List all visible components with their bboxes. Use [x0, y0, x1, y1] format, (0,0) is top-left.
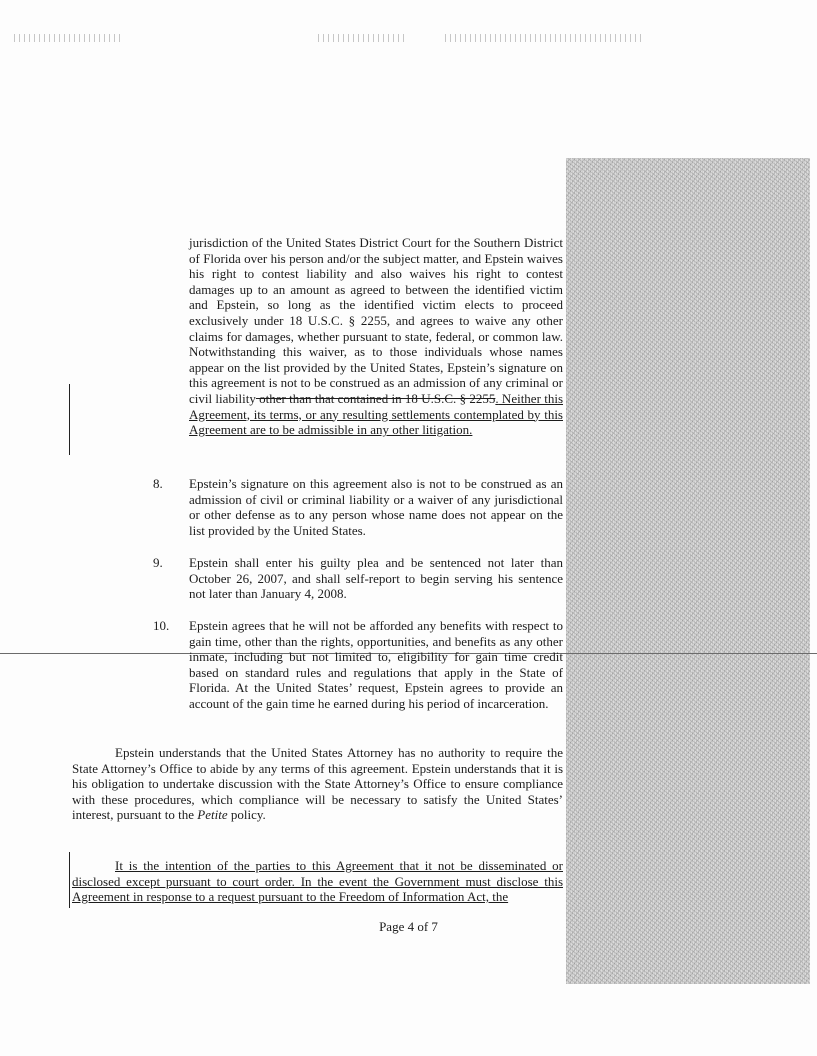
scan-artifact	[445, 34, 645, 42]
paragraph-state-attorney	[72, 745, 563, 823]
scan-noise-margin	[566, 158, 810, 984]
revision-bar	[69, 384, 70, 455]
revision-bar	[69, 852, 70, 908]
paragraph-state-end: policy.	[227, 807, 266, 823]
item-number: 9.	[153, 555, 163, 570]
paragraph-state-text: Epstein understands that the United States Attorney has no authority to require the State Attorney’s Office to abide by any terms of this agreement. Epstein understands that it is his obligation to undertake discussion with the State Attorney’s Office to ensure compliance with these procedures, which compliance will be necessary to satisfy the United States’ interest, pursuant to the	[72, 745, 563, 823]
scan-artifact	[14, 34, 124, 42]
item-text: Epstein agrees that he will not be afforded any benefits with respect to gain time, other than the rights, opportunities, and benefits as any other inmate, including but not limited to, eligibility for gain time credit based on standard rules and regulations that apply in the State of Florida. At the United States’ request, Epstein agrees to provide an account of the gain time he earned during his period of incarceration.	[189, 618, 563, 711]
paragraph-main-text: jurisdiction of the United States District Court for the Southern District of Florida over his person and/or the subject matter, and Epstein waives his right to contest liability and also waives his right to contest damages up to an amount as agreed to between the identified victim and Epstein, so long as the identified victim elects to proceed exclusively under 18 U.S.C. § 2255, and agrees to waive any other claims for damages, whether pursuant to state, federal, or common law. Notwithstanding this waiver, as to those individuals whose names appear on the list provided by the United States, Epstein’s signature on this agreement is not to be construed as an admission of any criminal or civil liability	[189, 235, 563, 406]
item-text: Epstein shall enter his guilty plea and be sentenced not later than October 26, 2007, and shall self-report to begin serving his sentence not later than January 4, 2008.	[189, 555, 563, 602]
item-text: Epstein’s signature on this agreement also is not to be construed as an admission of civil or criminal liability or a waiver of any jurisdictional or other defense as to any person whose name does not appear on the list provided by the United States.	[189, 476, 563, 538]
scan-artifact	[318, 34, 408, 42]
item-number: 8.	[153, 476, 163, 491]
page-number: Page 4 of 7	[379, 919, 438, 934]
paragraph-intent: It is the intention of the parties to this Agreement that it not be disseminated or disclosed except pursuant to court order. In the event the Government must disclose this Agreement in response to a request pursuant to the Freedom of Information Act, the	[72, 858, 563, 905]
paragraph-main-punct: .	[495, 390, 499, 406]
struck-text: other than that contained in 18 U.S.C. § 2255	[255, 390, 496, 406]
item-number: 10.	[153, 618, 170, 633]
petite-term: Petite	[197, 807, 228, 823]
inserted-text: Neither this Agreement, its terms, or any resulting settlements contemplated by this Agreement are to be admissible in any other litigation.	[189, 390, 563, 438]
paragraph-main	[189, 235, 563, 438]
